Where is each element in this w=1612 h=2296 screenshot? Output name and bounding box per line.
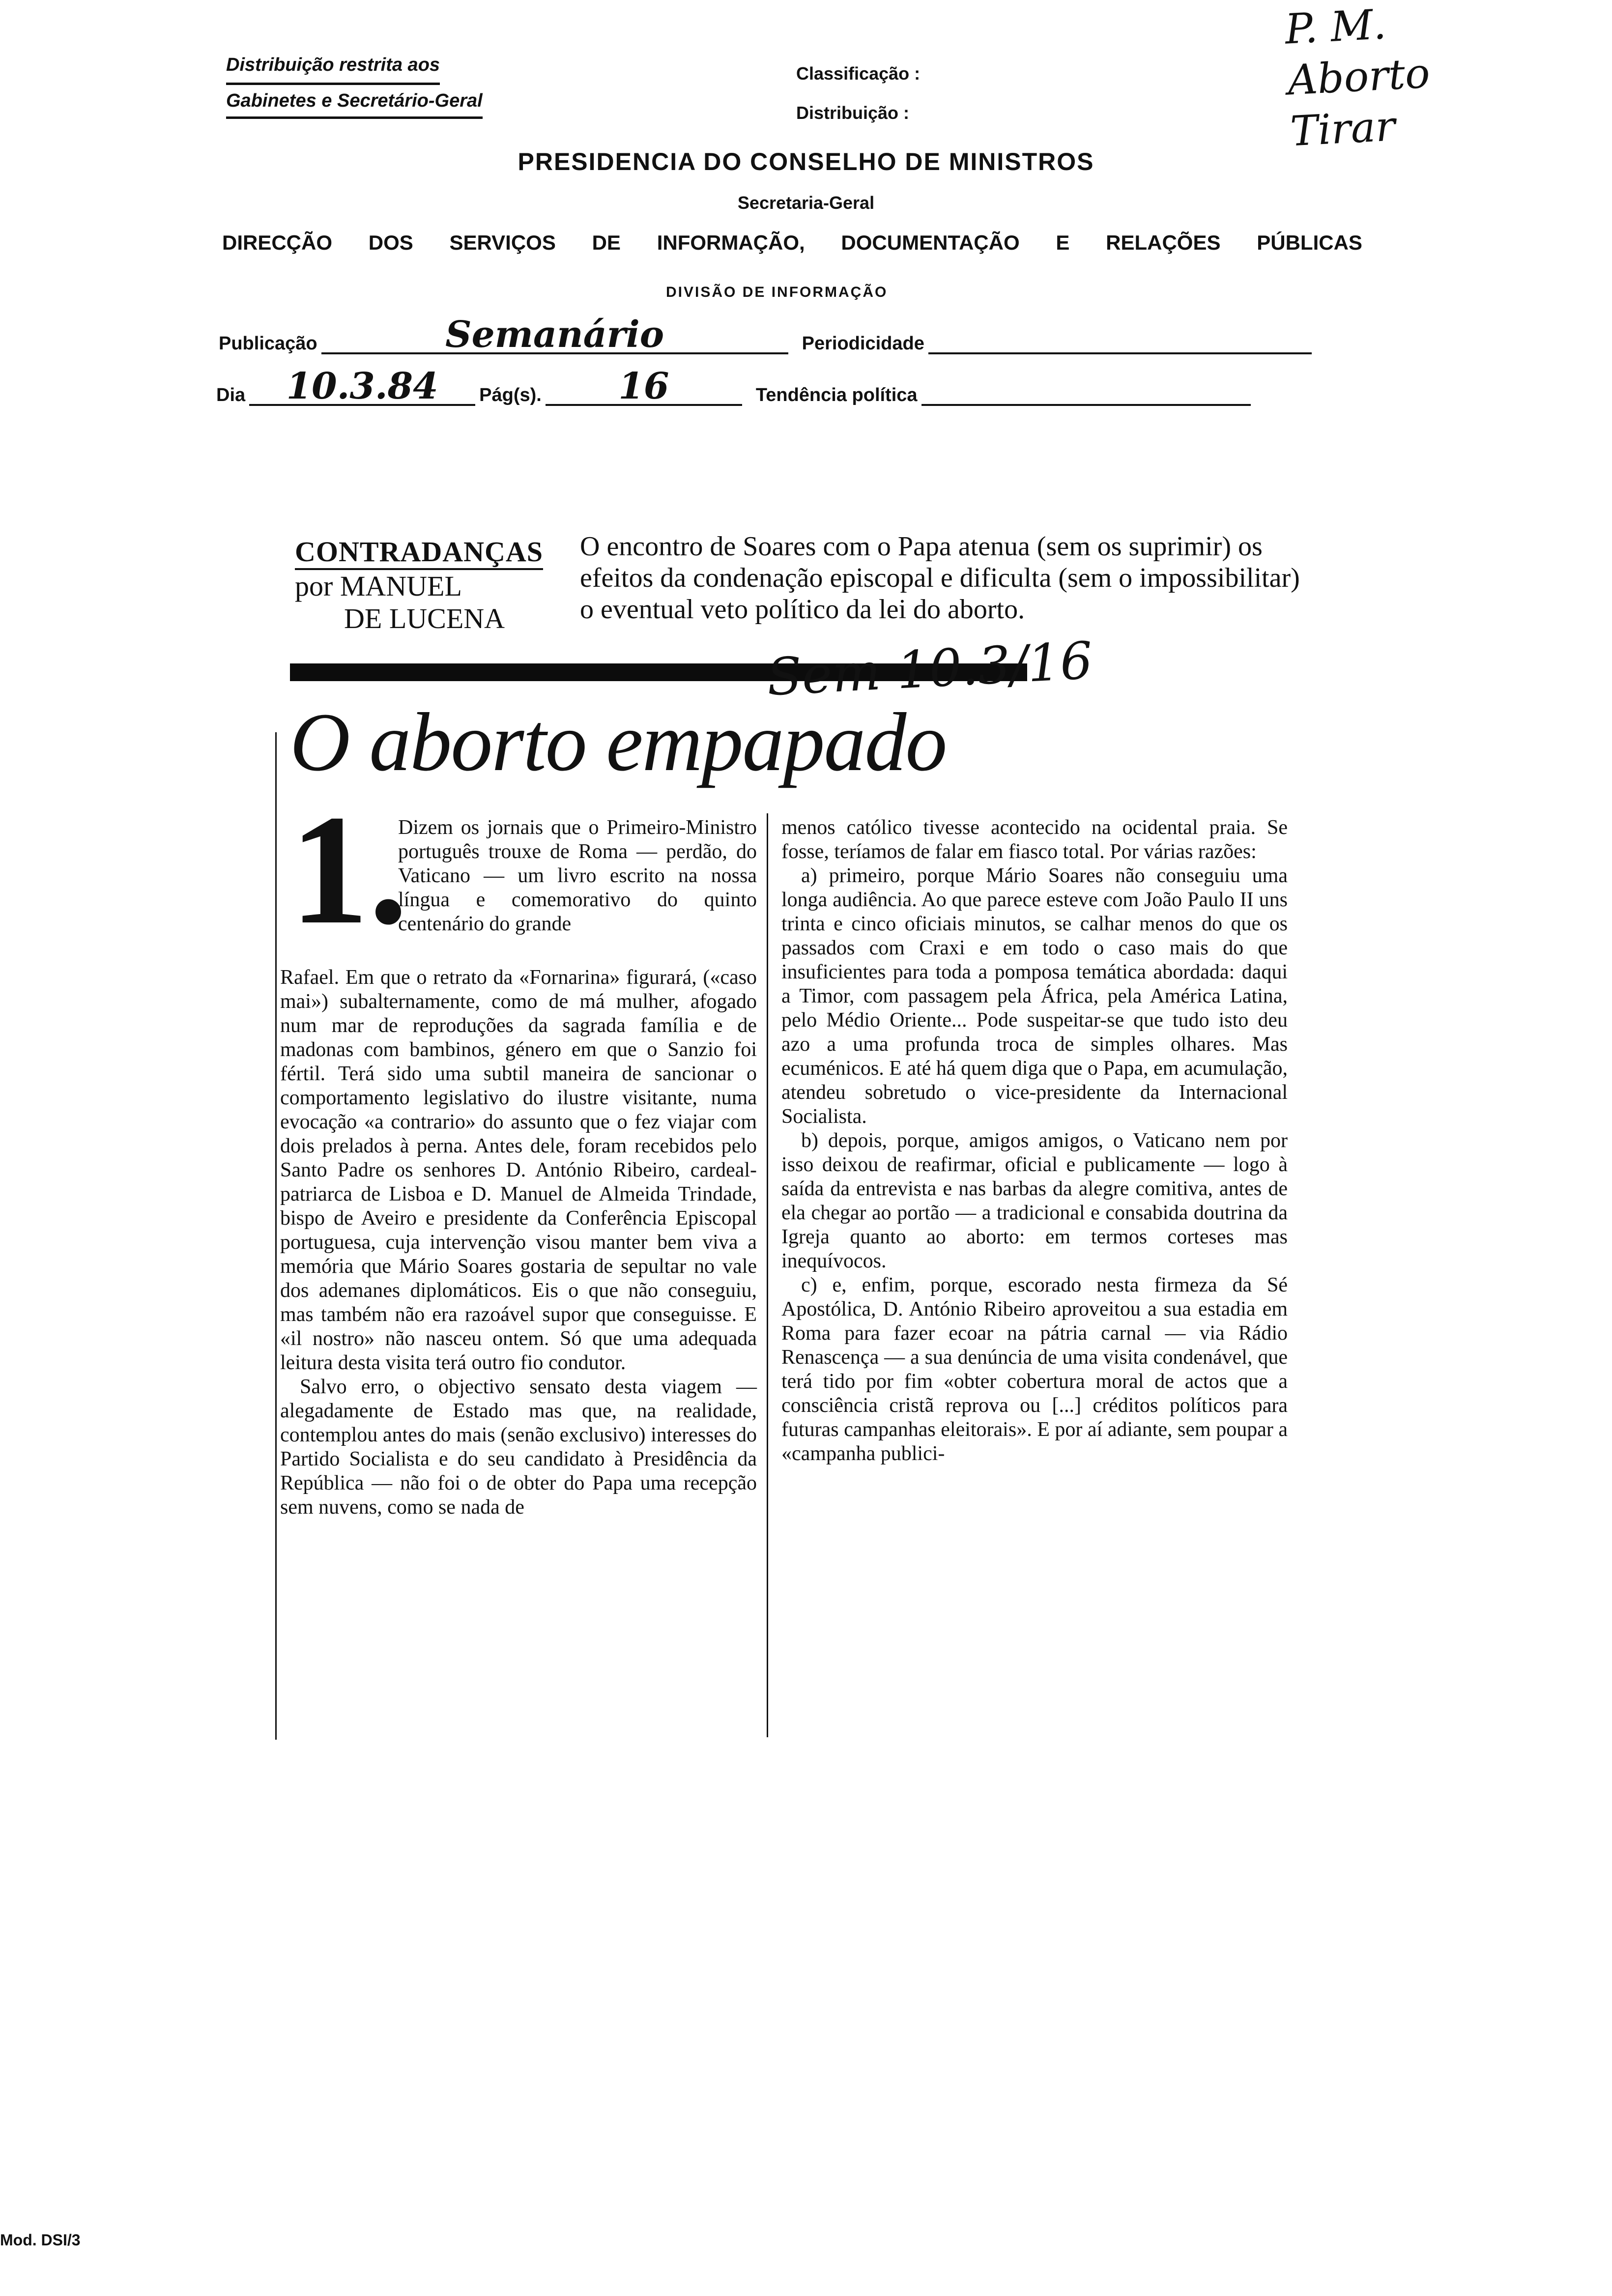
publicacao-field — [321, 314, 788, 356]
directorate-line — [222, 231, 1362, 255]
section-title: CONTRADANÇAS — [295, 536, 543, 570]
handwritten-date: Sem 10.3/16 — [765, 630, 1094, 708]
directorate-word: E — [1056, 231, 1070, 254]
paragraph: Dizem os jornais que o Primeiro-Ministro português trouxe de Roma — perdão, do Vaticano — um livro escrito na nossa língua e comemorativo do quinto centenário do grande — [398, 816, 757, 935]
publication-row — [219, 314, 1316, 356]
paragraph: Rafael. Em que o retrato da «Fornarina» figurará, («caso mai») subalternamente, como de má mulher, afogado num mar de reproduções da sagrada família e de madonas com bambinos, género em que o Sanzio foi fértil. Terá sido uma subtil maneira de sancionar o comportamento legislativo do ilustre visitante, numa evocação «a contrario» do assunto que o fez viajar com dois prelados à perna. Antes dele, foram recebidos pelo Santo Padre os senhores D. António Ribeiro, cardeal-patriarca de Lisboa e D. Manuel de Almeida Trindade, bispo de Aveiro e presidente da Conferência Episcopal portuguesa, cuja intervenção visou manter bem viva a memória que Mário Soares gostaria de sepultar no vale dos ademanes diplomáticos. Eis o que não conseguiu, mas também não era razoável supor que conseguisse. E «il nostro» não nasceu ontem. Só que uma adequada leitura desta visita terá outro fio condutor. — [280, 966, 757, 1374]
pags-value: 16 — [618, 365, 669, 407]
paragraph: menos católico tivesse acontecido na ocidental praia. Se fosse, teríamos de falar em fiasco total. Por várias razões: — [781, 816, 1288, 863]
paragraph: c) e, enfim, porque, escorado nesta firmeza da Sé Apostólica, D. António Ribeiro aproveitou a sua estadia em Roma para fazer ecoar na pátria carnal — via Rádio Renascença — a sua denúncia de uma visita condenável, que terá tido por fim «obter cobertura moral de actos que a consciência cristã reprova ou [...] créditos políticos para futuras campanhas eleitorais». E por aí adiante, sem poupar a «campanha publici- — [781, 1274, 1288, 1465]
article-deck: O encontro de Soares com o Papa atenua (sem os suprimir) os efeitos da condenação episcopal e dificulta (sem o impossibilitar) o eventual veto político da lei do aborto. — [580, 531, 1300, 625]
dia-value: 10.3.84 — [286, 365, 438, 407]
classification-block — [796, 54, 920, 133]
publicacao-value: Semanário — [445, 314, 664, 356]
date-row — [216, 365, 1255, 407]
column-1-lead — [398, 816, 757, 936]
byline-name-2: DE LUCENA — [344, 603, 505, 634]
byline-por: por — [295, 570, 333, 602]
directorate-word: DIRECÇÃO — [222, 231, 333, 254]
handwritten-note-line: P. M. — [1284, 0, 1387, 54]
directorate-word: DE — [592, 231, 621, 254]
directorate-word: PÚBLICAS — [1257, 231, 1362, 254]
pags-field — [546, 365, 742, 407]
paragraph: Salvo erro, o objectivo sensato desta viagem — alegadamente de Estado mas que, na realidade, contemplou antes do mais (senão exclusivo) interesses do Partido Socialista e do seu candidato à Presidência da República — não foi o de obter do Papa uma recepção sem nuvens, como se nada de — [280, 1376, 757, 1519]
pags-label: Pág(s). — [479, 385, 542, 405]
column-2 — [781, 816, 1288, 1466]
tendencia-field — [921, 383, 1251, 406]
directorate-word: RELAÇÕES — [1106, 231, 1221, 254]
form-code: Mod. DSI/3 — [0, 2231, 81, 2249]
directorate-word: SERVIÇOS — [449, 231, 556, 254]
distribution-line-2: Gabinetes e Secretário-Geral — [226, 85, 483, 119]
tendencia-label: Tendência política — [755, 385, 918, 405]
handwritten-note-line: Tirar — [1289, 102, 1397, 156]
column-separator — [767, 813, 768, 1737]
distribution-note — [226, 49, 483, 119]
directorate-word: INFORMAÇÃO, — [657, 231, 805, 254]
article-kicker — [295, 536, 590, 635]
dia-label: Dia — [216, 385, 246, 405]
left-rule — [275, 732, 277, 1740]
paragraph: b) depois, porque, amigos amigos, o Vaticano nem por isso deixou de reafirmar, oficial e publicamente — logo à saída da entrevista e nas barbas da alegre comitiva, antes de ela chegar ao portão — a tradicional e consabida doutrina da Igreja quanto ao aborto: em termos corteses mas inequívocos. — [781, 1129, 1288, 1272]
byline-name: MANUEL — [340, 570, 462, 602]
classificacao-label: Classificação : — [796, 63, 921, 84]
drop-cap: 1. — [290, 783, 408, 957]
dia-field — [249, 365, 475, 407]
headline: O aborto empapado — [290, 696, 947, 788]
institution-subtitle: Secretaria-Geral — [737, 193, 875, 213]
distribuicao-label: Distribuição : — [796, 103, 910, 123]
handwritten-note-line: Aborto — [1286, 49, 1431, 105]
publicacao-label: Publicação — [219, 333, 317, 354]
handwritten-note — [1284, 0, 1434, 157]
column-1-body — [280, 966, 757, 1520]
distribution-line-1: Distribuição restrita aos — [226, 49, 440, 85]
paragraph: a) primeiro, porque Mário Soares não conseguiu uma longa audiência. Ao que parece esteve com João Paulo II uns trinta e cinco oficiais minutos, se calhar menos do que os passados com Craxi e em todo o caso mais do que insuficientes para toda a pomposa temática abordada: daqui a Timor, com passagem pela África, pela América Latina, pelo Médio Oriente... Pode suspeitar-se que tudo isto deu azo a uma profunda troca de simples olhares. Mas ecuménicos. E até há quem diga que o Papa, em acumulação, atendeu sobretudo o vice-presidente da Internacional Socialista. — [781, 864, 1288, 1128]
directorate-word: DOS — [368, 231, 413, 254]
directorate-word: DOCUMENTAÇÃO — [841, 231, 1020, 254]
newspaper-clipping — [275, 521, 1317, 1740]
periodicidade-field — [928, 332, 1312, 354]
institution-title: PRESIDENCIA DO CONSELHO DE MINISTROS — [518, 148, 1094, 175]
periodicidade-label: Periodicidade — [802, 333, 924, 354]
division-label: DIVISÃO DE INFORMAÇÃO — [666, 284, 888, 300]
